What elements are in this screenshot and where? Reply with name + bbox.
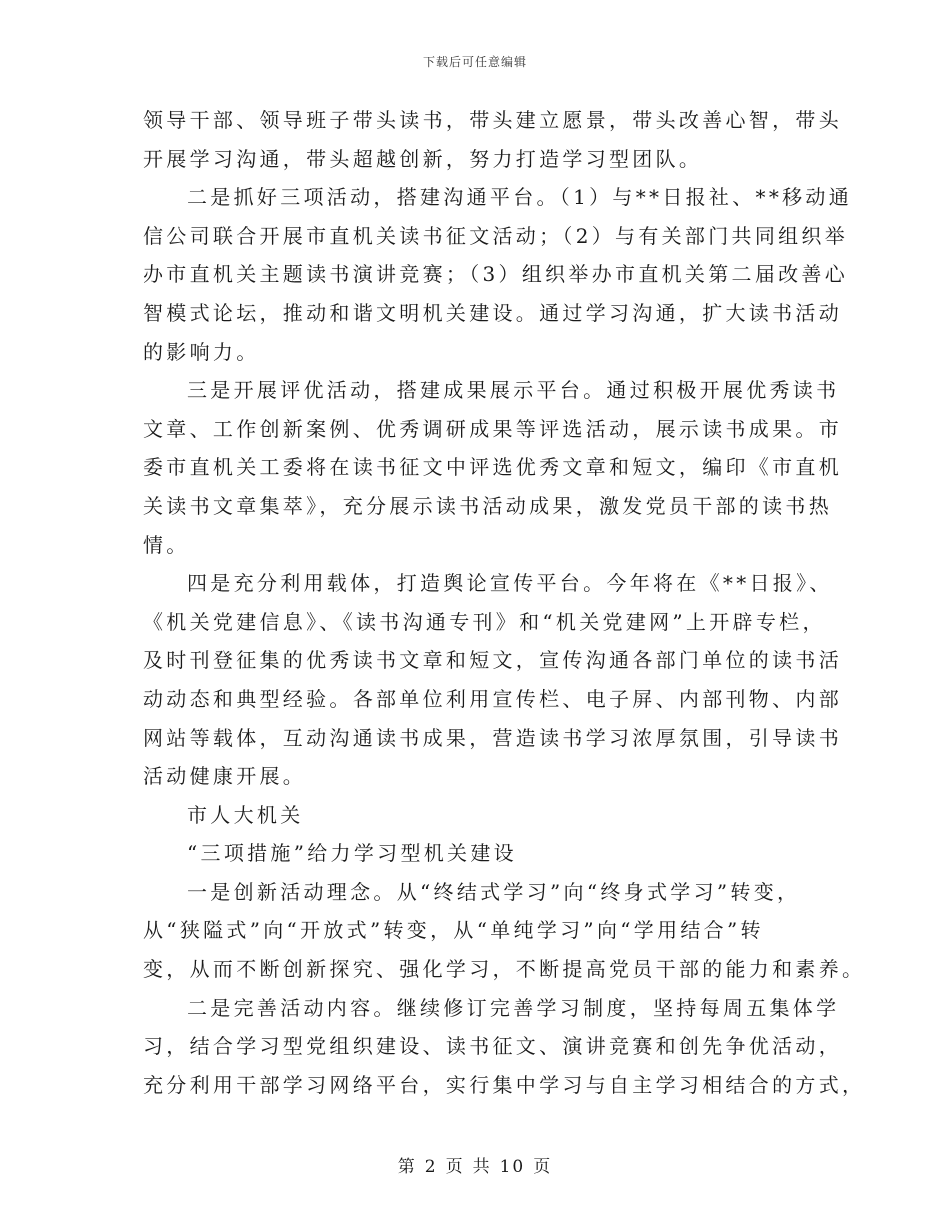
page-label-suffix: 页 bbox=[533, 1157, 553, 1177]
text-line: 《机关党建信息》、《读书沟通专刊》和“机关党建网”上开辟专栏， bbox=[143, 609, 826, 634]
text-line: 办市直机关主题读书演讲竞赛；（3）组织举办市直机关第二届改善心 bbox=[143, 262, 849, 287]
current-page-number: 2 bbox=[424, 1157, 438, 1177]
document-body bbox=[143, 101, 866, 1104]
text-line: 委市直机关工委将在读书征文中评选优秀文章和短文，编印《市直机 bbox=[143, 455, 842, 480]
text-line: 关读书文章集萃》，充分展示读书活动成果，激发党员干部的读书热 bbox=[143, 493, 832, 518]
text-line: 智模式论坛，推动和谐文明机关建设。通过学习沟通，扩大读书活动 bbox=[143, 300, 842, 325]
text-line: 及时刊登征集的优秀读书文章和短文，宣传沟通各部门单位的读书活 bbox=[143, 648, 842, 673]
text-line: 信公司联合开展市直机关读书征文活动；（2）与有关部门共同组织举 bbox=[143, 223, 849, 248]
text-line: 三是开展评优活动，搭建成果展示平台。通过积极开展优秀读书 bbox=[187, 378, 840, 403]
text-line: 从“狭隘式”向“开放式”转变，从“单纯学习”向“学用结合”转 bbox=[143, 918, 764, 943]
text-line: 二是抓好三项活动，搭建沟通平台。（1）与**日报社、**移动通 bbox=[187, 185, 853, 210]
page-label-prefix: 第 bbox=[397, 1157, 417, 1177]
text-line: 领导干部、领导班子带头读书，带头建立愿景，带头改善心智，带头 bbox=[143, 108, 842, 132]
text-line: 充分利用干部学习网络平台，实行集中学习与自主学习相结合的方式， bbox=[143, 1072, 866, 1097]
page-footer bbox=[0, 1152, 950, 1177]
page-label-mid: 页 bbox=[445, 1157, 465, 1177]
section-heading: 市人大机关 bbox=[187, 802, 304, 827]
text-line: 活动健康开展。 bbox=[143, 764, 307, 789]
text-line: 四是充分利用载体，打造舆论宣传平台。今年将在《**日报》、 bbox=[187, 571, 833, 596]
text-line: 一是创新活动理念。从“终结式学习”向“终身式学习”转变， bbox=[187, 879, 801, 904]
header-text: 下载后可任意编辑 bbox=[422, 55, 527, 69]
page-header bbox=[0, 53, 950, 70]
text-line: 网站等载体，互动沟通读书成果，营造读书学习浓厚氛围，引导读书 bbox=[143, 725, 842, 750]
text-line: 变，从而不断创新探究、强化学习，不断提高党员干部的能力和素养。 bbox=[143, 957, 866, 982]
text-line: 习，结合学习型党组织建设、读书征文、演讲竞赛和创先争优活动， bbox=[143, 1034, 842, 1059]
text-line: 二是完善活动内容。继续修订完善学习制度，坚持每周五集体学 bbox=[187, 995, 840, 1020]
total-label: 共 bbox=[472, 1157, 492, 1177]
text-line: 的影响力。 bbox=[143, 339, 260, 364]
text-line: 开展学习沟通，带头超越创新，努力打造学习型团队。 bbox=[143, 146, 703, 171]
text-line: 情。 bbox=[143, 532, 190, 557]
section-subheading: “三项措施”给力学习型机关建设 bbox=[187, 841, 517, 866]
text-line: 动动态和典型经验。各部单位利用宣传栏、电子屏、内部刊物、内部 bbox=[143, 686, 842, 711]
total-pages-number: 10 bbox=[499, 1157, 526, 1177]
text-line: 文章、工作创新案例、优秀调研成果等评选活动，展示读书成果。市 bbox=[143, 416, 842, 441]
